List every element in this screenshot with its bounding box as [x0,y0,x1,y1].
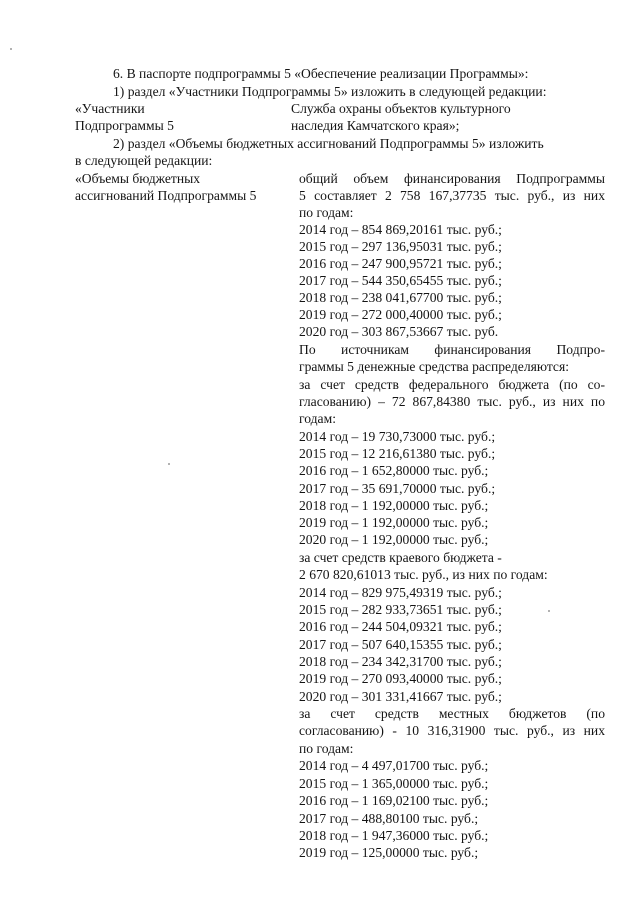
total-year-2017: 2017 год – 544 350,65455 тыс. руб.; [299,273,502,288]
local-line1: за счет средств местных бюджетов (по [299,706,605,721]
total-year-2019: 2019 год – 272 000,40000 тыс. руб.; [299,307,502,322]
item-2-line1: 2) раздел «Объемы бюджетных ассигнований Подпрограммы 5» изложить [113,136,544,151]
federal-year-2020: 2020 год – 1 192,00000 тыс. руб.; [299,532,489,547]
regional-line2: 2 670 820,61013 тыс. руб., из них по годам: [299,567,548,582]
participants-value-line2: наследия Камчатского края»; [291,118,460,133]
budget-label-line1: «Объемы бюджетных [75,171,201,186]
local-year-2019: 2019 год – 125,00000 тыс. руб.; [299,845,479,860]
federal-year-2015: 2015 год – 12 216,61380 тыс. руб.; [299,446,496,461]
federal-line1: за счет средств федерального бюджета (по со- [299,377,605,392]
federal-year-2016: 2016 год – 1 652,80000 тыс. руб.; [299,463,489,478]
sources-line2: граммы 5 денежные средства распределяются: [299,359,569,374]
item-2-line2: в следующей редакции: [75,153,213,168]
participants-value-line1: Служба охраны объектов культурного [291,101,511,116]
scan-speck [10,48,12,50]
total-year-2015: 2015 год – 297 136,95031 тыс. руб.; [299,239,502,254]
local-line3: по годам: [299,741,354,756]
participants-label-line2: Подпрограммы 5 [75,118,174,133]
federal-year-2019: 2019 год – 1 192,00000 тыс. руб.; [299,515,489,530]
total-line1: общий объем финансирования Подпрограммы [299,171,605,186]
total-line3: по годам: [299,205,354,220]
budget-label-line2: ассигнований Подпрограммы 5 [75,188,257,203]
local-line2: согласованию) - 10 316,31900 тыс. руб., из них [299,723,605,738]
total-year-2016: 2016 год – 247 900,95721 тыс. руб.; [299,256,502,271]
sources-line1: По источникам финансирования Подпро- [299,342,605,357]
total-year-2020: 2020 год – 303 867,53667 тыс. руб. [299,324,499,339]
local-year-2017: 2017 год – 488,80100 тыс. руб.; [299,811,479,826]
total-year-2018: 2018 год – 238 041,67700 тыс. руб.; [299,290,502,305]
regional-year-2019: 2019 год – 270 093,40000 тыс. руб.; [299,671,502,686]
regional-year-2014: 2014 год – 829 975,49319 тыс. руб.; [299,585,502,600]
participants-label-line1: «Участники [75,101,145,116]
local-year-2015: 2015 год – 1 365,00000 тыс. руб.; [299,776,489,791]
scan-speck [168,463,170,465]
regional-year-2020: 2020 год – 301 331,41667 тыс. руб.; [299,689,502,704]
federal-year-2017: 2017 год – 35 691,70000 тыс. руб.; [299,481,496,496]
local-year-2018: 2018 год – 1 947,36000 тыс. руб.; [299,828,489,843]
regional-year-2018: 2018 год – 234 342,31700 тыс. руб.; [299,654,502,669]
local-year-2014: 2014 год – 4 497,01700 тыс. руб.; [299,758,489,773]
regional-year-2017: 2017 год – 507 640,15355 тыс. руб.; [299,637,502,652]
scan-speck [548,610,550,612]
total-year-2014: 2014 год – 854 869,20161 тыс. руб.; [299,222,502,237]
federal-line2: гласованию) – 72 867,84380 тыс. руб., из них по [299,394,605,409]
federal-line3: годам: [299,411,336,426]
federal-year-2018: 2018 год – 1 192,00000 тыс. руб.; [299,498,489,513]
regional-year-2015: 2015 год – 282 933,73651 тыс. руб.; [299,602,502,617]
total-line2: 5 составляет 2 758 167,37735 тыс. руб., из них [299,188,605,203]
federal-year-2014: 2014 год – 19 730,73000 тыс. руб.; [299,429,496,444]
item-1-text: 1) раздел «Участники Подпрограммы 5» изложить в следующей редакции: [113,84,547,99]
local-year-2016: 2016 год – 1 169,02100 тыс. руб.; [299,793,489,808]
regional-line1: за счет средств краевого бюджета - [299,550,502,565]
section-heading: 6. В паспорте подпрограммы 5 «Обеспечение реализации Программы»: [113,66,529,81]
regional-year-2016: 2016 год – 244 504,09321 тыс. руб.; [299,619,502,634]
